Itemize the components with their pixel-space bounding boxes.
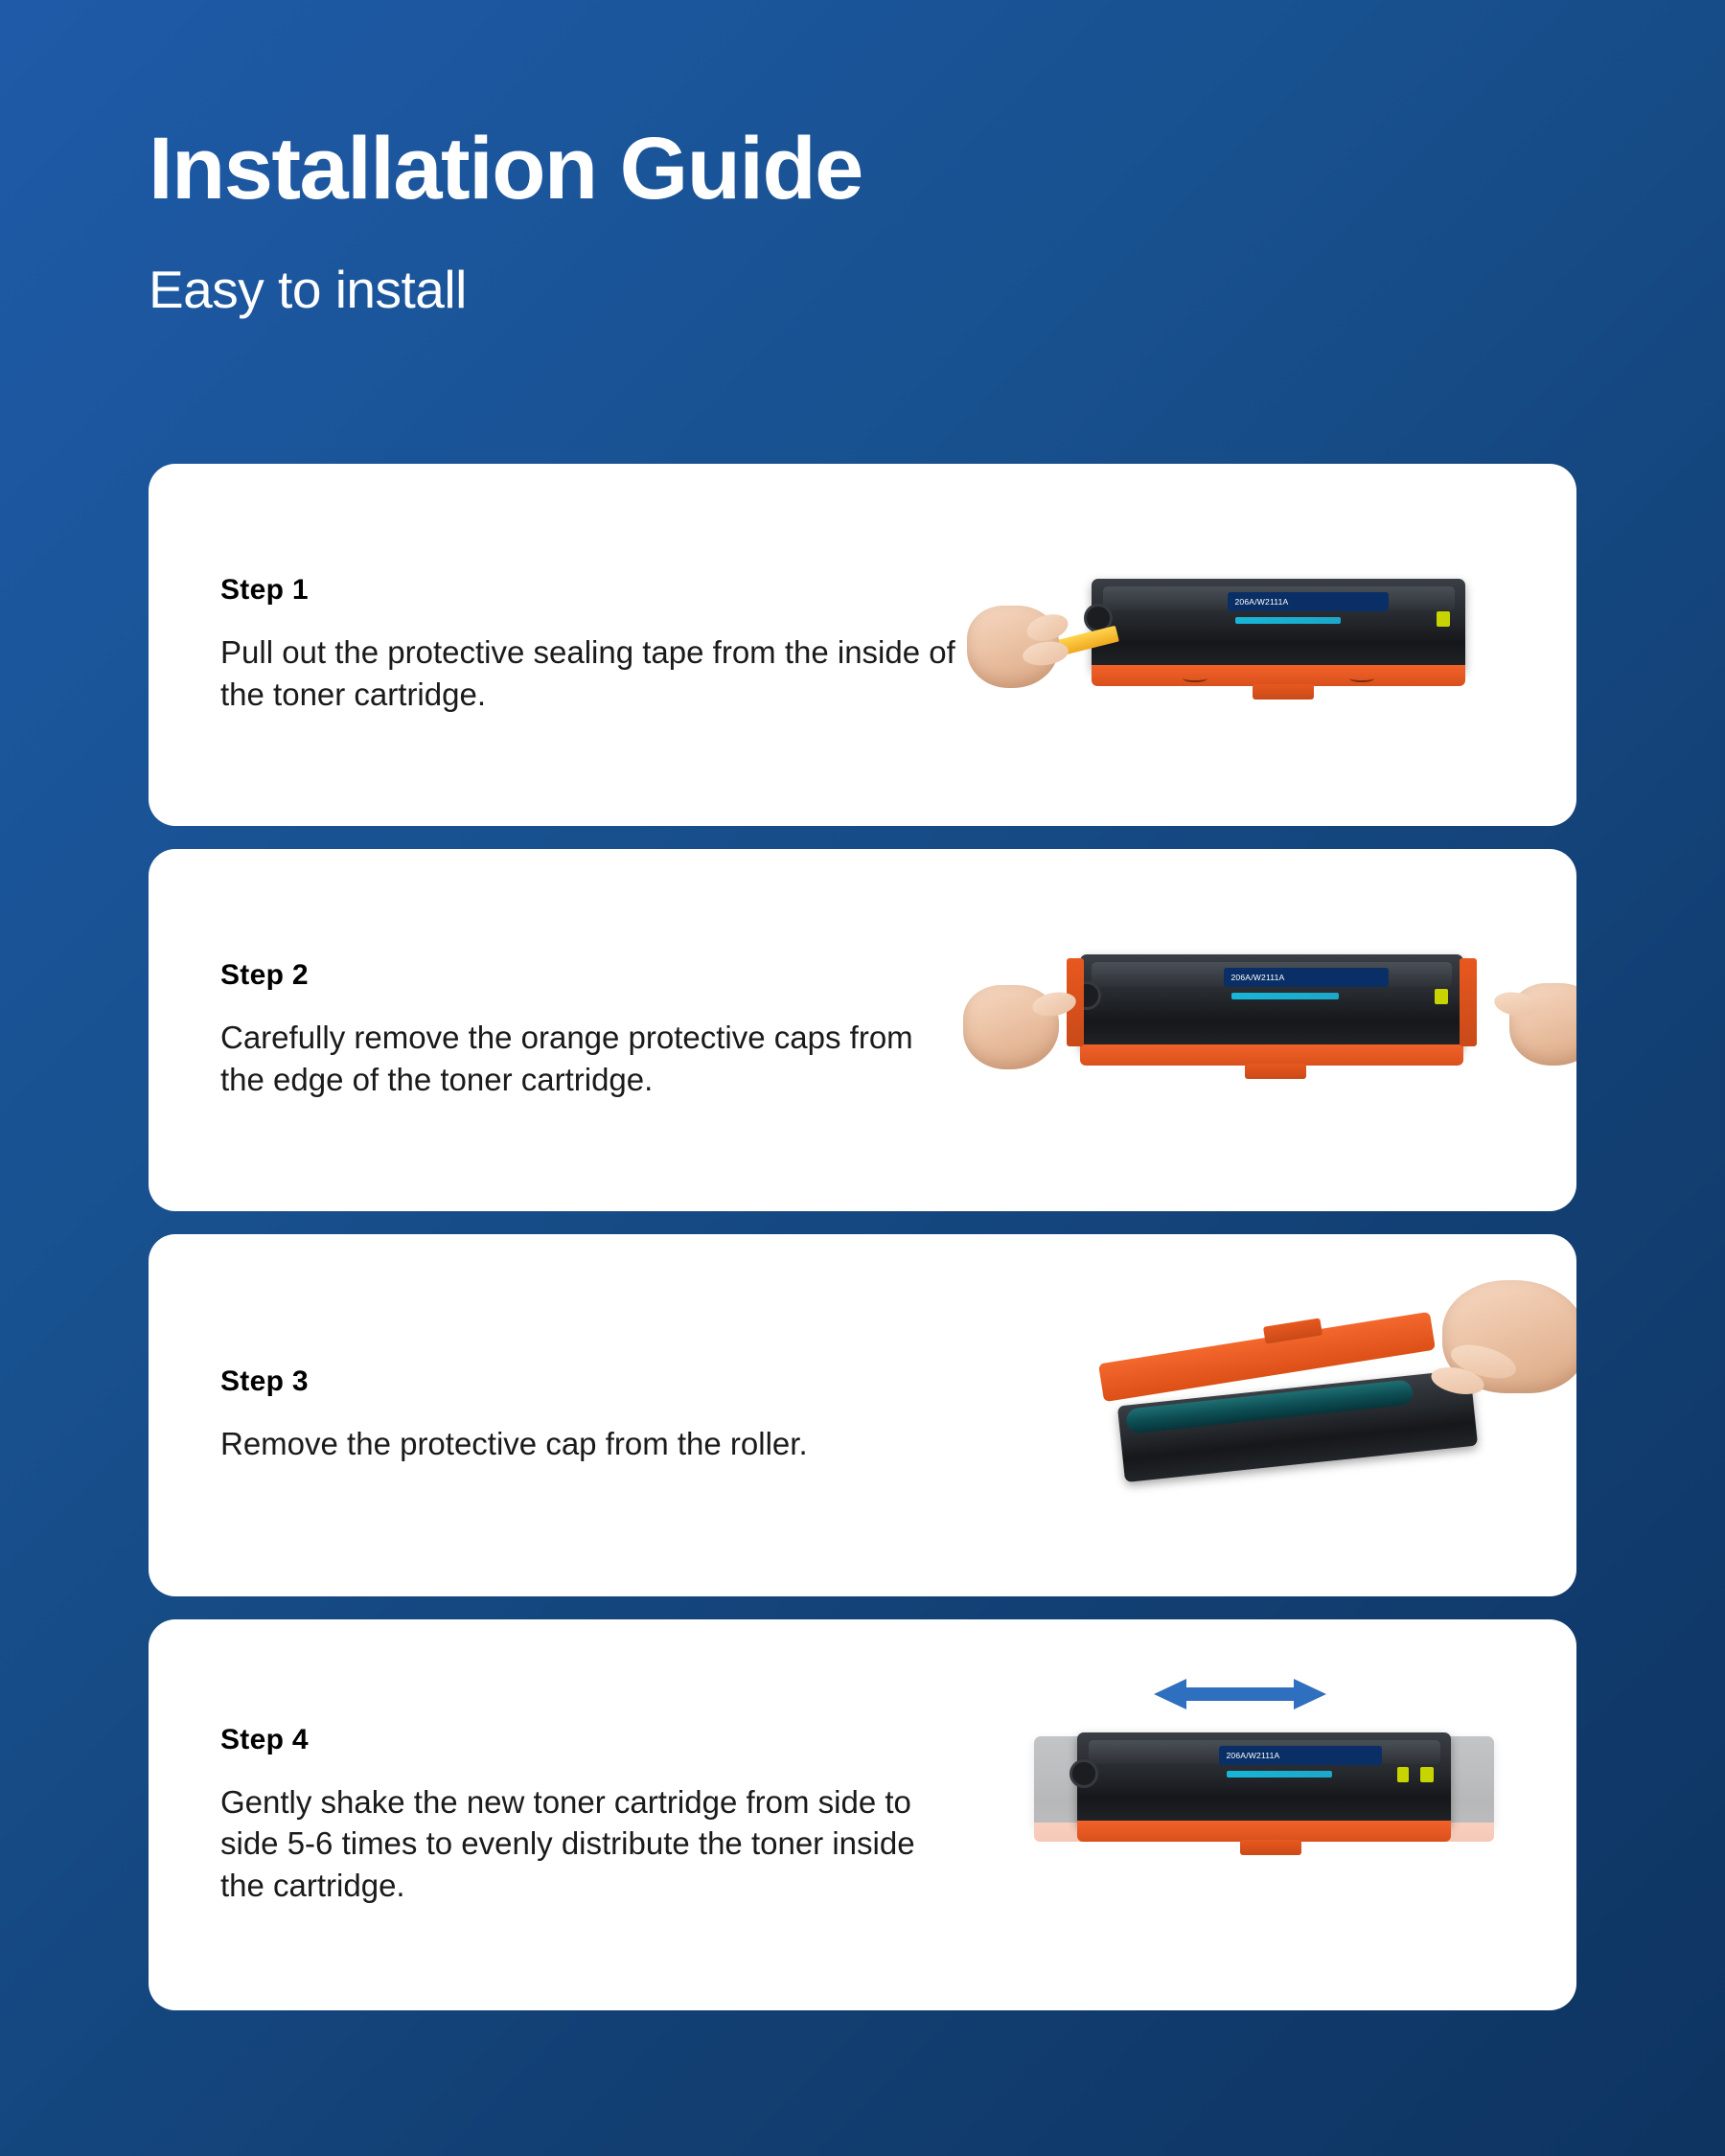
step-card-3 <box>149 1234 1576 1596</box>
memory-chip-2 <box>1397 1767 1409 1782</box>
step-3-illustration <box>977 1234 1576 1596</box>
page-title: Installation Guide <box>149 120 862 218</box>
step-3-label: Step 3 <box>220 1365 309 1398</box>
step-1-text <box>149 574 977 715</box>
step-4-label: Step 4 <box>220 1723 309 1755</box>
step-1-illustration <box>977 464 1576 826</box>
steps-list <box>149 464 1576 2010</box>
cartridge-label-text: 206A/W2111A <box>1230 973 1285 982</box>
cyan-accent-bar <box>1235 617 1341 624</box>
step-2-illustration <box>977 849 1576 1211</box>
step-card-2 <box>149 849 1576 1211</box>
page-header <box>149 0 1576 320</box>
memory-chip <box>1420 1767 1434 1782</box>
orange-cap-right <box>1460 958 1477 1046</box>
toner-cartridge-body <box>1092 579 1465 671</box>
step-card-4 <box>149 1619 1576 2010</box>
page-subtitle: Easy to install <box>149 260 467 319</box>
base-notch-right <box>1349 675 1374 682</box>
step-2-label: Step 2 <box>220 959 309 992</box>
step-2-text <box>149 959 977 1100</box>
double-arrow-icon <box>1154 1675 1326 1713</box>
step-card-1 <box>149 464 1576 826</box>
step-4-illustration <box>977 1619 1576 2010</box>
orange-center-tab <box>1245 1064 1306 1079</box>
orange-base <box>1077 1821 1451 1842</box>
cartridge-label-text: 206A/W2111A <box>1226 1751 1280 1760</box>
shake-arrow <box>1154 1675 1326 1713</box>
step-1-description: Pull out the protective sealing tape from the inside of the toner cartridge. <box>220 634 955 712</box>
orange-center-tab <box>1253 684 1314 700</box>
cartridge-label <box>1224 968 1389 987</box>
step-4-description: Gently shake the new toner cartridge from side to side 5-6 times to evenly distribute the toner inside the cartridge. <box>220 1783 915 1903</box>
orange-base <box>1092 665 1465 686</box>
step-3-text <box>149 1365 977 1465</box>
toner-cartridge-body <box>1080 954 1463 1050</box>
toner-cartridge-body <box>1077 1732 1451 1826</box>
step-3-description: Remove the protective cap from the roller. <box>220 1426 808 1462</box>
drive-gear <box>1070 1759 1098 1788</box>
cartridge-label <box>1219 1746 1382 1765</box>
step-1-label: Step 1 <box>220 574 309 607</box>
orange-center-tab <box>1240 1840 1301 1855</box>
cyan-accent-bar <box>1231 993 1339 999</box>
base-notch-left <box>1183 675 1208 682</box>
cyan-accent-bar <box>1227 1771 1332 1778</box>
memory-chip <box>1437 611 1450 627</box>
cartridge-label-text: 206A/W2111A <box>1234 597 1289 607</box>
memory-chip <box>1435 989 1448 1004</box>
step-4-text <box>149 1724 977 1907</box>
orange-base <box>1080 1044 1463 1066</box>
step-2-description: Carefully remove the orange protective caps from the edge of the toner cartridge. <box>220 1020 913 1097</box>
cartridge-label <box>1228 592 1389 611</box>
